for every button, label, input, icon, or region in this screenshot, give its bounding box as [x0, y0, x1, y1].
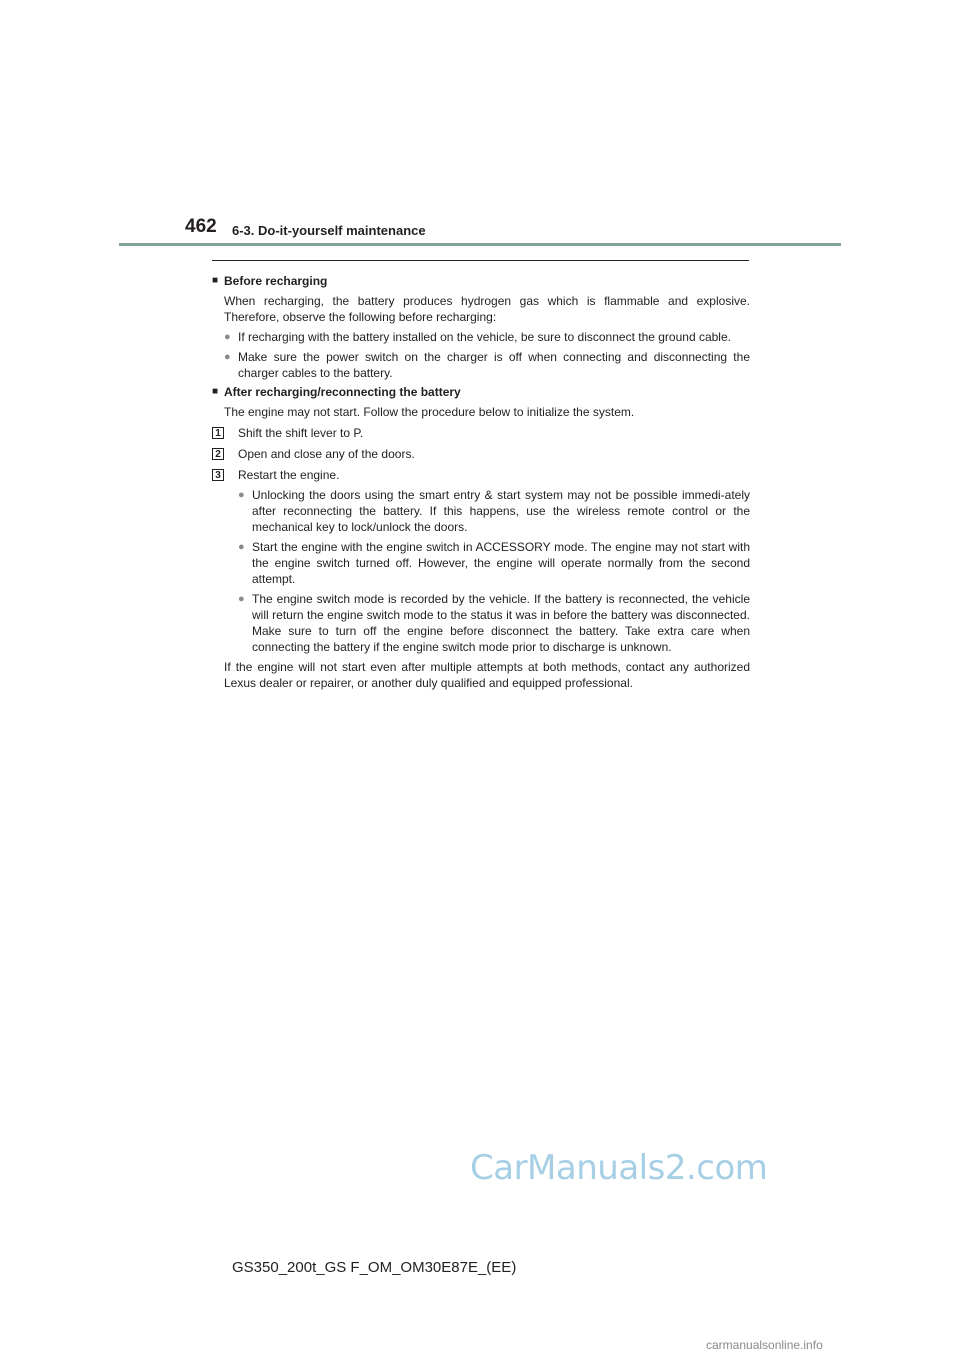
section-intro: When recharging, the battery produces hydrogen gas which is flammable and explosive. Therefore, observe the following before recharging:: [224, 294, 750, 324]
step-number-badge: 2: [212, 448, 224, 460]
closing-paragraph: If the engine will not start even after multiple attempts at both methods, contact any authorized Lexus dealer or repairer, or another duly qualified and equipped professional.: [224, 660, 750, 690]
circle-bullet-icon: ●: [224, 331, 231, 343]
list-item-text: Start the engine with the engine switch in ACCESSORY mode. The engine may not start with the engine switch turned off. However, the engine will operate normally from the second attempt.: [252, 540, 750, 586]
list-item: [212, 591, 750, 655]
list-item: [212, 329, 750, 345]
circle-bullet-icon: ●: [238, 489, 245, 501]
header-divider: [119, 243, 841, 246]
procedure-step: [212, 446, 750, 462]
watermark-link[interactable]: carmanualsonline.info: [706, 1338, 823, 1352]
page-number: 462: [185, 216, 217, 237]
heading-text: After recharging/reconnecting the battery: [224, 385, 461, 399]
list-item-text: If recharging with the battery installed on the vehicle, be sure to disconnect the ground cable.: [238, 330, 731, 344]
section-intro: The engine may not start. Follow the procedure below to initialize the system.: [224, 405, 635, 419]
square-bullet-icon: ■: [212, 275, 219, 286]
list-item-text: The engine switch mode is recorded by the vehicle. If the battery is reconnected, the vehicle will return the engine switch mode to the status it was in before the battery was disconnected. Make sure to turn off the engine before disconnect the battery. Take extra care when connecting the battery if the engine switch mode prior to discharge is unknown.: [252, 592, 750, 654]
section-title: 6-3. Do-it-yourself maintenance: [232, 223, 426, 238]
watermark-logo: CarManuals2.com: [470, 1148, 768, 1188]
step-text: Open and close any of the doors.: [238, 447, 415, 461]
list-item-text: Unlocking the doors using the smart entry & start system may not be possible immedi-ately after reconnecting the battery. If this happens, use the wireless remote control or the mechanical key to lock/unlock the doors.: [252, 488, 750, 534]
step-text: Shift the shift lever to P.: [238, 426, 364, 440]
circle-bullet-icon: ●: [224, 351, 231, 363]
procedure-step: [212, 467, 750, 483]
circle-bullet-icon: ●: [238, 593, 245, 605]
list-item: [212, 539, 750, 587]
content-area: [212, 270, 750, 691]
step-number-badge: 1: [212, 427, 224, 439]
list-item: [212, 349, 750, 381]
content-divider: [212, 260, 749, 261]
list-item: [212, 487, 750, 535]
heading-text: Before recharging: [224, 274, 328, 288]
section-heading: [212, 273, 750, 289]
step-text: Restart the engine.: [238, 468, 340, 482]
circle-bullet-icon: ●: [238, 541, 245, 553]
list-item-text: Make sure the power switch on the charger is off when connecting and disconnecting the charger cables to the battery.: [238, 350, 750, 380]
footer-doc-id: GS350_200t_GS F_OM_OM30E87E_(EE): [232, 1259, 517, 1276]
step-number-badge: 3: [212, 469, 224, 481]
procedure-step: [212, 425, 750, 441]
square-bullet-icon: ■: [212, 386, 219, 397]
section-heading: [212, 384, 750, 400]
